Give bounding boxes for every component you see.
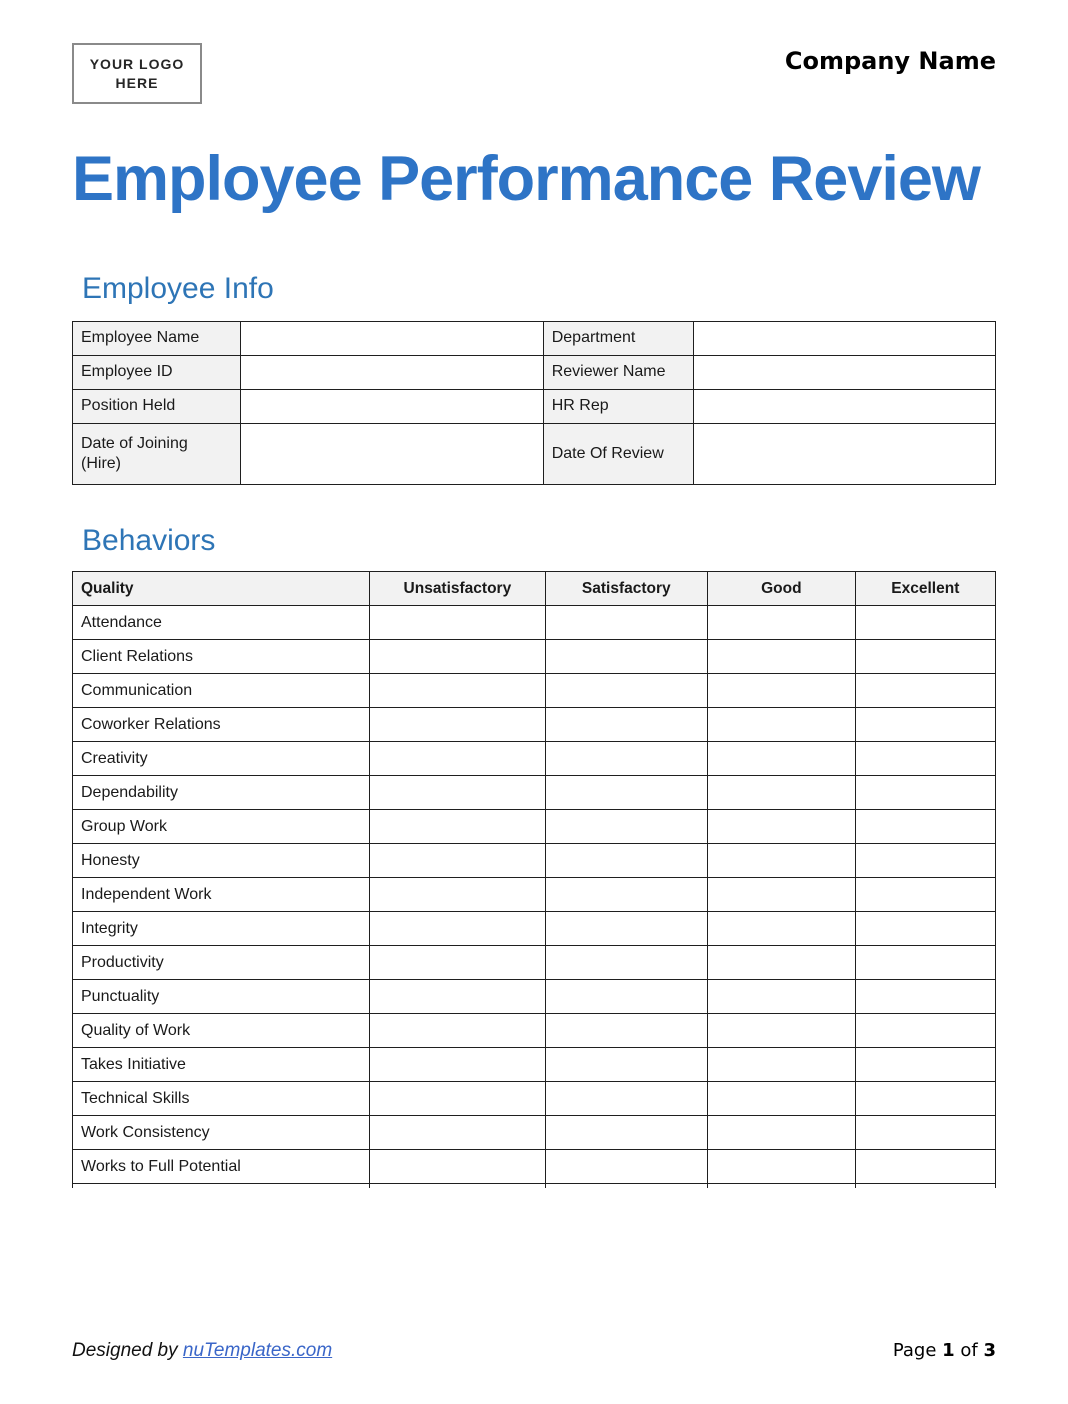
behavior-row <box>73 708 996 742</box>
rating-unsatisfactory-cell[interactable] <box>370 776 545 810</box>
page-footer <box>72 1340 996 1362</box>
behavior-quality-label: Takes Initiative <box>73 1048 370 1082</box>
behavior-quality-label: Integrity <box>73 912 370 946</box>
rating-excellent-cell[interactable] <box>855 742 995 776</box>
behavior-quality-label: Creativity <box>73 742 370 776</box>
rating-excellent-cell[interactable] <box>855 776 995 810</box>
rating-excellent-cell[interactable] <box>855 1048 995 1082</box>
logo-text-line2: HERE <box>115 74 159 91</box>
info-row <box>73 321 996 355</box>
rating-satisfactory-cell[interactable] <box>545 776 707 810</box>
behavior-quality-label: Coworker Relations <box>73 708 370 742</box>
behavior-row <box>73 674 996 708</box>
info-row <box>73 423 996 484</box>
behavior-quality-label: Punctuality <box>73 980 370 1014</box>
column-header-satisfactory: Satisfactory <box>545 572 707 606</box>
rating-good-cell[interactable] <box>708 640 856 674</box>
info-row <box>73 389 996 423</box>
stub-cell <box>370 1184 545 1188</box>
rating-unsatisfactory-cell[interactable] <box>370 912 545 946</box>
rating-excellent-cell[interactable] <box>855 606 995 640</box>
rating-good-cell[interactable] <box>708 708 856 742</box>
hr-rep-field[interactable] <box>694 389 996 423</box>
behavior-quality-label: Group Work <box>73 810 370 844</box>
date-of-joining-field[interactable] <box>240 423 543 484</box>
rating-satisfactory-cell[interactable] <box>545 1116 707 1150</box>
position-held-label: Position Held <box>73 389 241 423</box>
column-header-unsatisfactory: Unsatisfactory <box>370 572 545 606</box>
rating-good-cell[interactable] <box>708 606 856 640</box>
rating-excellent-cell[interactable] <box>855 1014 995 1048</box>
rating-good-cell[interactable] <box>708 674 856 708</box>
rating-excellent-cell[interactable] <box>855 844 995 878</box>
employee-id-field[interactable] <box>240 355 543 389</box>
rating-satisfactory-cell[interactable] <box>545 640 707 674</box>
designed-by-text: Designed by <box>72 1340 183 1361</box>
rating-unsatisfactory-cell[interactable] <box>370 878 545 912</box>
rating-excellent-cell[interactable] <box>855 1082 995 1116</box>
behavior-row <box>73 878 996 912</box>
rating-good-cell[interactable] <box>708 776 856 810</box>
rating-satisfactory-cell[interactable] <box>545 1082 707 1116</box>
page-header <box>72 0 996 104</box>
company-name: Company Name <box>784 47 996 75</box>
rating-satisfactory-cell[interactable] <box>545 810 707 844</box>
behavior-quality-label: Quality of Work <box>73 1014 370 1048</box>
department-field[interactable] <box>694 321 996 355</box>
rating-good-cell[interactable] <box>708 980 856 1014</box>
position-held-field[interactable] <box>240 389 543 423</box>
rating-satisfactory-cell[interactable] <box>545 878 707 912</box>
date-of-review-field[interactable] <box>694 423 996 484</box>
stub-cell <box>708 1184 856 1188</box>
behavior-quality-label: Technical Skills <box>73 1082 370 1116</box>
behavior-quality-label: Work Consistency <box>73 1116 370 1150</box>
reviewer-name-label: Reviewer Name <box>543 355 693 389</box>
employee-id-label: Employee ID <box>73 355 241 389</box>
date-of-joining-label: Date of Joining (Hire) <box>73 423 241 484</box>
rating-unsatisfactory-cell[interactable] <box>370 674 545 708</box>
behavior-quality-label: Attendance <box>73 606 370 640</box>
rating-good-cell[interactable] <box>708 912 856 946</box>
rating-satisfactory-cell[interactable] <box>545 946 707 980</box>
designed-by-credit <box>72 1340 332 1362</box>
rating-unsatisfactory-cell[interactable] <box>370 1150 545 1184</box>
behavior-row <box>73 640 996 674</box>
behavior-row <box>73 742 996 776</box>
behavior-quality-label: Client Relations <box>73 640 370 674</box>
date-of-review-label: Date Of Review <box>543 423 693 484</box>
rating-excellent-cell[interactable] <box>855 1116 995 1150</box>
behavior-row <box>73 1150 996 1184</box>
rating-unsatisfactory-cell[interactable] <box>370 980 545 1014</box>
employee-name-label: Employee Name <box>73 321 241 355</box>
document-title: Employee Performance Review <box>72 144 980 214</box>
behavior-quality-label: Honesty <box>73 844 370 878</box>
rating-satisfactory-cell[interactable] <box>545 708 707 742</box>
rating-satisfactory-cell[interactable] <box>545 674 707 708</box>
rating-unsatisfactory-cell[interactable] <box>370 1082 545 1116</box>
behavior-quality-label: Productivity <box>73 946 370 980</box>
column-header-quality: Quality <box>73 572 370 606</box>
employee-info-table <box>72 321 996 485</box>
section-heading-behaviors: Behaviors <box>82 523 216 557</box>
behavior-quality-label: Independent Work <box>73 878 370 912</box>
rating-satisfactory-cell[interactable] <box>545 742 707 776</box>
employee-name-field[interactable] <box>240 321 543 355</box>
page-of: of <box>954 1340 984 1361</box>
page-total: 3 <box>983 1340 996 1361</box>
rating-unsatisfactory-cell[interactable] <box>370 1048 545 1082</box>
behaviors-header-row <box>73 572 996 606</box>
behavior-row <box>73 1048 996 1082</box>
page-number <box>893 1340 996 1361</box>
behavior-row <box>73 1014 996 1048</box>
stub-cell <box>73 1184 370 1188</box>
rating-good-cell[interactable] <box>708 1048 856 1082</box>
rating-satisfactory-cell[interactable] <box>545 1014 707 1048</box>
behavior-row <box>73 946 996 980</box>
stub-cell <box>855 1184 995 1188</box>
rating-satisfactory-cell[interactable] <box>545 980 707 1014</box>
rating-satisfactory-cell[interactable] <box>545 606 707 640</box>
reviewer-name-field[interactable] <box>694 355 996 389</box>
department-label: Department <box>543 321 693 355</box>
behavior-row <box>73 844 996 878</box>
rating-excellent-cell[interactable] <box>855 674 995 708</box>
rating-unsatisfactory-cell[interactable] <box>370 946 545 980</box>
column-header-excellent: Excellent <box>855 572 995 606</box>
info-row <box>73 355 996 389</box>
rating-good-cell[interactable] <box>708 1014 856 1048</box>
rating-satisfactory-cell[interactable] <box>545 844 707 878</box>
rating-unsatisfactory-cell[interactable] <box>370 1014 545 1048</box>
behavior-row <box>73 912 996 946</box>
rating-excellent-cell[interactable] <box>855 640 995 674</box>
hr-rep-label: HR Rep <box>543 389 693 423</box>
rating-good-cell[interactable] <box>708 1116 856 1150</box>
behaviors-table <box>72 571 996 1188</box>
logo-text-line1: YOUR LOGO <box>89 55 185 72</box>
column-header-good: Good <box>708 572 856 606</box>
rating-good-cell[interactable] <box>708 742 856 776</box>
rating-good-cell[interactable] <box>708 1150 856 1184</box>
rating-excellent-cell[interactable] <box>855 810 995 844</box>
section-heading-employee-info: Employee Info <box>82 272 274 305</box>
stub-cell <box>545 1184 707 1188</box>
behavior-row <box>73 1116 996 1150</box>
rating-unsatisfactory-cell[interactable] <box>370 1116 545 1150</box>
behavior-quality-label: Dependability <box>73 776 370 810</box>
rating-satisfactory-cell[interactable] <box>545 912 707 946</box>
rating-good-cell[interactable] <box>708 1082 856 1116</box>
rating-good-cell[interactable] <box>708 844 856 878</box>
rating-excellent-cell[interactable] <box>855 708 995 742</box>
rating-unsatisfactory-cell[interactable] <box>370 640 545 674</box>
rating-satisfactory-cell[interactable] <box>545 1150 707 1184</box>
behavior-row <box>73 606 996 640</box>
rating-excellent-cell[interactable] <box>855 912 995 946</box>
behavior-quality-label: Communication <box>73 674 370 708</box>
behavior-row <box>73 776 996 810</box>
rating-satisfactory-cell[interactable] <box>545 1048 707 1082</box>
behavior-row <box>73 1082 996 1116</box>
page-label: Page <box>892 1340 943 1361</box>
page-current: 1 <box>942 1340 955 1361</box>
rating-excellent-cell[interactable] <box>855 1150 995 1184</box>
nutemplates-link[interactable]: nuTemplates.com <box>182 1340 333 1361</box>
table-continuation-stub <box>73 1184 996 1188</box>
rating-good-cell[interactable] <box>708 878 856 912</box>
rating-excellent-cell[interactable] <box>855 946 995 980</box>
rating-unsatisfactory-cell[interactable] <box>370 810 545 844</box>
behavior-row <box>73 810 996 844</box>
rating-unsatisfactory-cell[interactable] <box>370 606 545 640</box>
rating-unsatisfactory-cell[interactable] <box>370 844 545 878</box>
rating-excellent-cell[interactable] <box>855 878 995 912</box>
rating-unsatisfactory-cell[interactable] <box>370 708 545 742</box>
logo-placeholder <box>72 43 202 104</box>
rating-good-cell[interactable] <box>708 810 856 844</box>
behavior-quality-label: Works to Full Potential <box>73 1150 370 1184</box>
rating-unsatisfactory-cell[interactable] <box>370 742 545 776</box>
behavior-row <box>73 980 996 1014</box>
rating-good-cell[interactable] <box>708 946 856 980</box>
rating-excellent-cell[interactable] <box>855 980 995 1014</box>
